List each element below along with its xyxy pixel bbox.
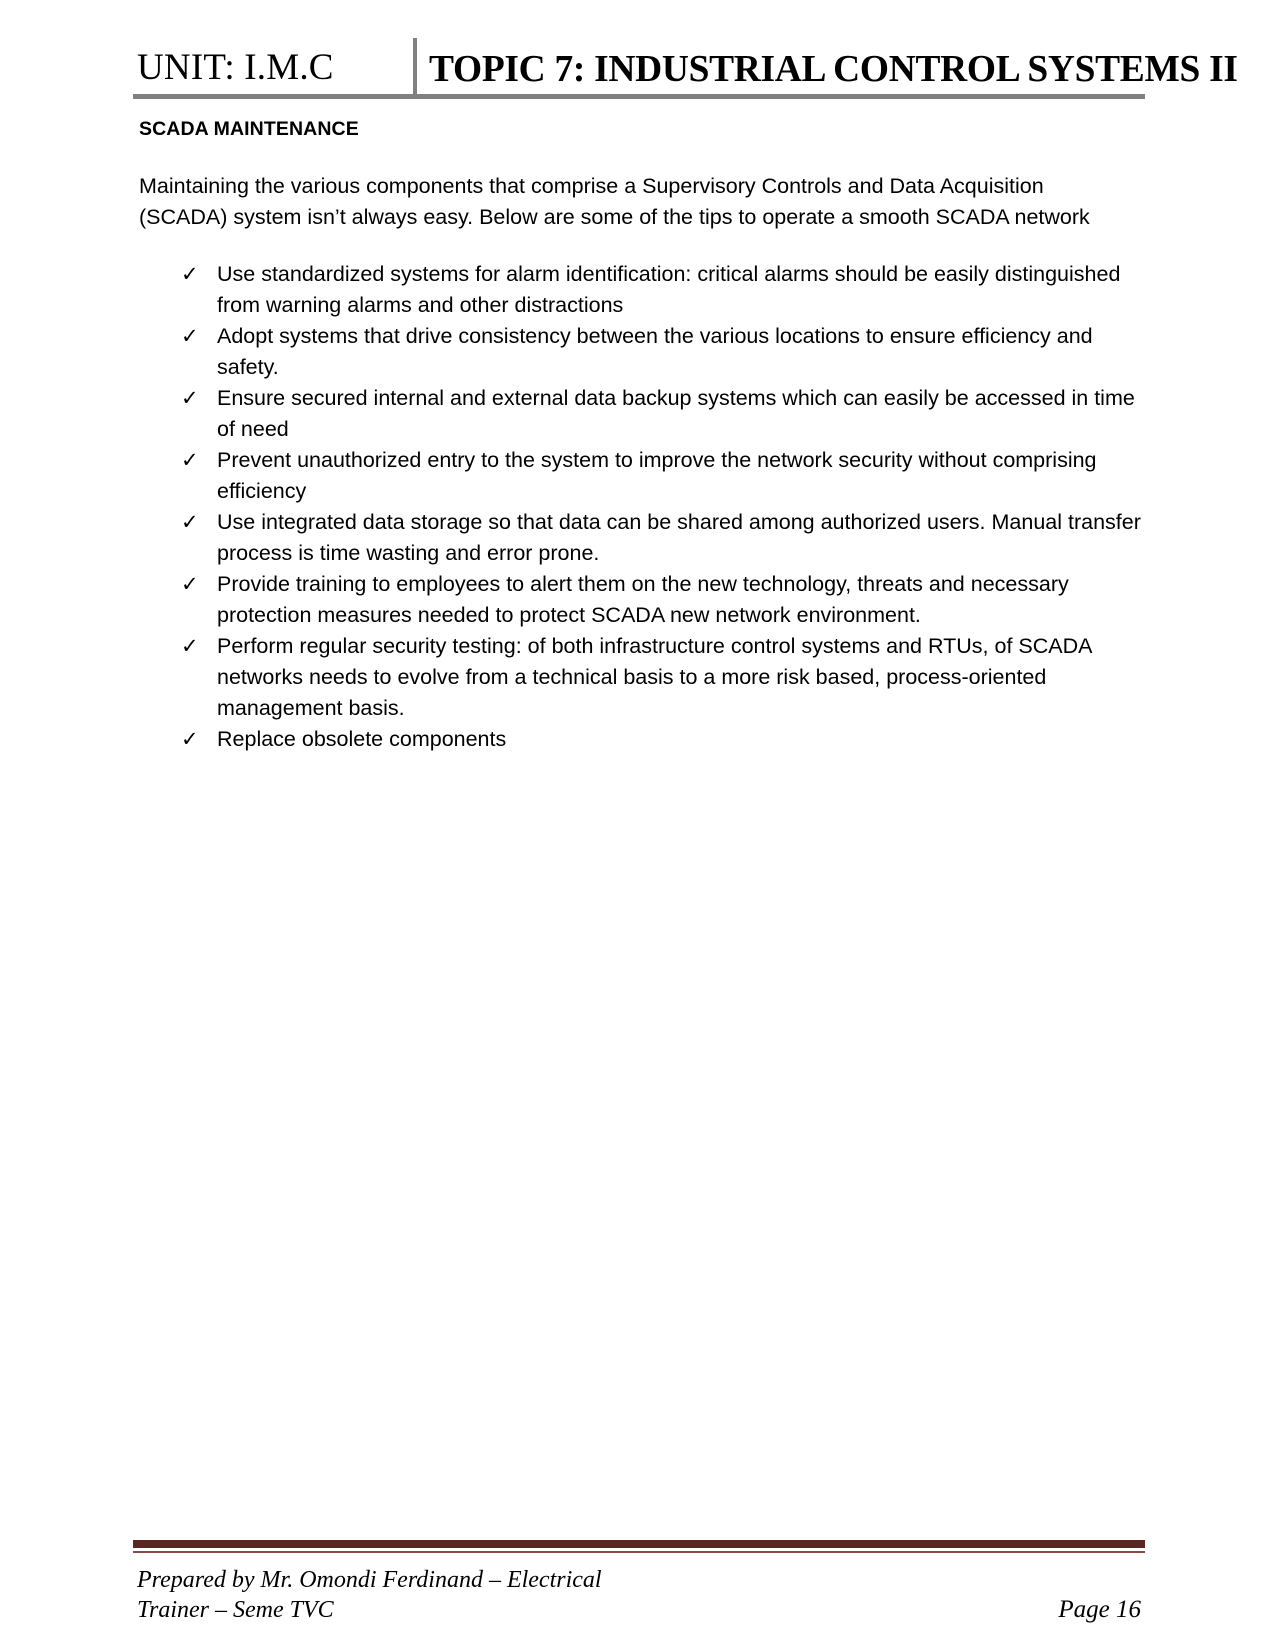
footer-credit-line-1: Prepared by Mr. Omondi Ferdinand – Electrical	[137, 1567, 602, 1593]
footer-credit	[137, 1565, 697, 1625]
page-content	[139, 118, 1141, 755]
list-item-text: Perform regular security testing: of both infrastructure control systems and RTUs, of SCADA networks needs to evolve from a technical basis to a more risk based, process-oriented management basis.	[217, 634, 1092, 720]
list-item	[139, 321, 1141, 383]
header-inner	[133, 30, 1238, 92]
list-item	[139, 445, 1141, 507]
list-item	[139, 569, 1141, 631]
list-item	[139, 631, 1141, 724]
section-title: SCADA MAINTENANCE	[139, 118, 359, 140]
header-unit-label: UNIT: I.M.C	[137, 47, 334, 88]
list-item	[139, 383, 1141, 445]
list-item-text: Replace obsolete components	[217, 727, 507, 751]
page-footer	[133, 1540, 1145, 1627]
footer-body	[133, 1565, 1145, 1627]
check-icon: ✓	[181, 510, 199, 534]
header-topic-title: TOPIC 7: INDUSTRIAL CONTROL SYSTEMS II	[429, 48, 1238, 90]
footer-rule-thin	[133, 1551, 1145, 1553]
check-icon: ✓	[181, 572, 199, 596]
check-icon: ✓	[181, 386, 199, 410]
check-icon: ✓	[181, 634, 199, 658]
list-item	[139, 259, 1141, 321]
list-item	[139, 724, 1141, 755]
list-item-text: Provide training to employees to alert them on the new technology, threats and necessary protection measures needed to protect SCADA new network environment.	[217, 572, 1069, 627]
list-item	[139, 507, 1141, 569]
header-vertical-divider	[413, 38, 417, 94]
list-item-text: Ensure secured internal and external data backup systems which can easily be accessed in time of need	[217, 386, 1135, 441]
list-item-text: Adopt systems that drive consistency between the various locations to ensure efficiency and safety.	[217, 324, 1093, 379]
list-item-text: Use integrated data storage so that data can be shared among authorized users. Manual transfer process is time wasting and error prone.	[217, 510, 1141, 565]
intro-paragraph: Maintaining the various components that comprise a Supervisory Controls and Data Acquisition (SCADA) system isn’t always easy. Below are some of the tips to operate a smooth SCADA network	[139, 174, 1090, 229]
check-icon: ✓	[181, 324, 199, 348]
list-item-text: Prevent unauthorized entry to the system to improve the network security without comprising efficiency	[217, 448, 1097, 503]
check-icon: ✓	[181, 727, 199, 751]
list-item-text: Use standardized systems for alarm identification: critical alarms should be easily distinguished from warning alarms and other distractions	[217, 262, 1121, 317]
footer-credit-line-2: Trainer – Seme TVC	[137, 1597, 334, 1623]
page-number: Page 16	[1058, 1596, 1141, 1623]
page-header	[133, 30, 1238, 98]
check-icon: ✓	[181, 262, 199, 286]
check-icon: ✓	[181, 448, 199, 472]
header-horizontal-rule	[133, 94, 1145, 99]
scada-tips-checklist	[139, 259, 1141, 755]
footer-rule-thick	[133, 1540, 1145, 1548]
